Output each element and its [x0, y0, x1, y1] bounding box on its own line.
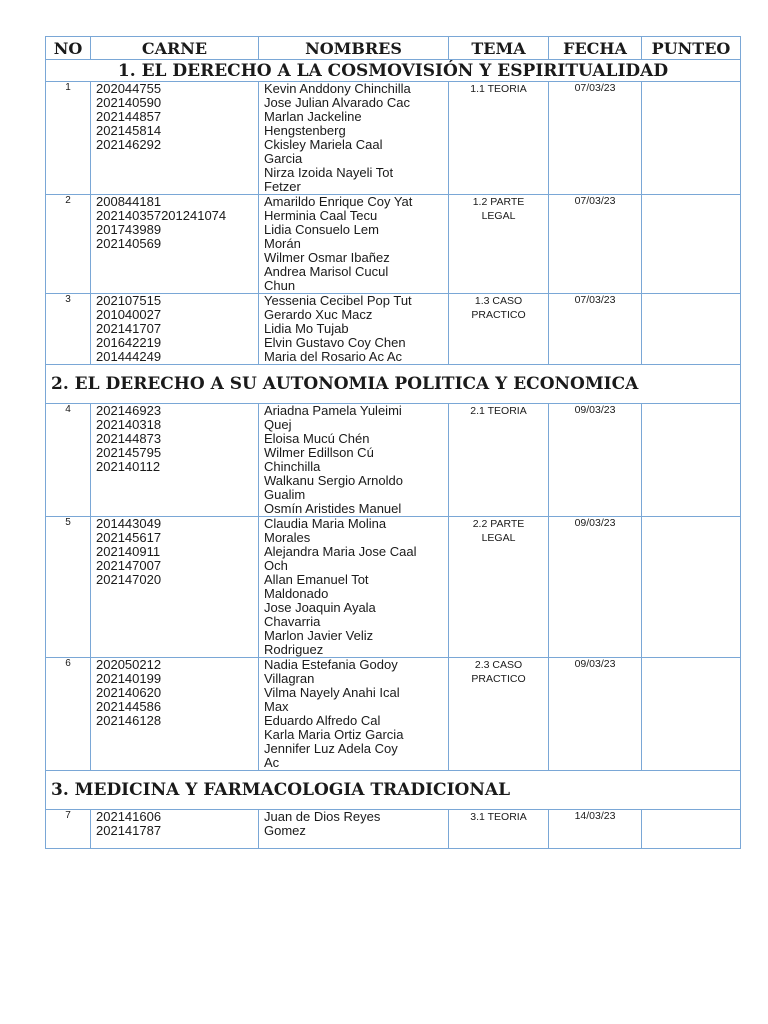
punteo-cell[interactable]: [642, 658, 741, 771]
group-row: [46, 195, 741, 294]
carne-value: 202145795: [96, 446, 162, 460]
carne-value: 202140569: [96, 237, 162, 251]
student-name-line: Jose Joaquin Ayala: [264, 601, 376, 615]
group-number: 6: [46, 658, 91, 771]
tema-cell: [449, 404, 549, 517]
fecha-value: 07/03/23: [549, 195, 642, 294]
student-name-line: Gomez: [264, 824, 306, 838]
fecha-value: 07/03/23: [549, 82, 642, 195]
punteo-cell[interactable]: [642, 294, 741, 365]
carne-list: [91, 404, 259, 517]
carne-list: [91, 810, 259, 849]
student-name-line: Gualim: [264, 488, 306, 502]
tema-cell: [449, 517, 549, 658]
tema-value: 2.2 PARTE LEGAL: [472, 518, 525, 544]
tema-cell: [449, 810, 549, 849]
student-name-line: Morán: [264, 237, 301, 251]
student-name-line: Karla Maria Ortiz Garcia: [264, 728, 404, 742]
student-name-line: Lidia Consuelo Lem: [264, 223, 379, 237]
punteo-cell[interactable]: [642, 517, 741, 658]
carne-list: [91, 195, 259, 294]
punteo-cell[interactable]: [642, 404, 741, 517]
student-name-line: Eloisa Mucú Chén: [264, 432, 370, 446]
carne-value: 200844181: [96, 195, 162, 209]
student-name-line: Eduardo Alfredo Cal: [264, 714, 381, 728]
header-row: [46, 37, 741, 60]
fecha-value: 07/03/23: [549, 294, 642, 365]
student-name-line: Jose Julian Alvarado Cac: [264, 96, 410, 110]
carne-value: 202147020: [96, 573, 162, 587]
names-list: [259, 517, 449, 658]
header-tema: TEMA: [449, 37, 549, 60]
student-name-line: Alejandra Maria Jose Caal: [264, 545, 417, 559]
student-name-line: Nirza Izoida Nayeli Tot: [264, 166, 394, 180]
fecha-value: 09/03/23: [549, 517, 642, 658]
names-list: [259, 810, 449, 849]
group-number: 1: [46, 82, 91, 195]
student-name-line: Amarildo Enrique Coy Yat: [264, 195, 413, 209]
carne-value: 202145617: [96, 531, 162, 545]
carne-value: 202107515: [96, 294, 162, 308]
student-name-line: Osmín Aristides Manuel: [264, 502, 402, 516]
carne-value: 201444249: [96, 350, 162, 364]
tema-cell: [449, 195, 549, 294]
carne-value: 202145814: [96, 124, 162, 138]
tema-value: 2.3 CASO PRACTICO: [471, 659, 526, 685]
student-name-line: Rodriguez: [264, 643, 324, 657]
student-name-line: Marlan Jackeline: [264, 110, 362, 124]
student-name-line: Fetzer: [264, 180, 301, 194]
carne-list: [91, 658, 259, 771]
student-name-line: Gerardo Xuc Macz: [264, 308, 373, 322]
student-name-line: Chavarria: [264, 615, 321, 629]
punteo-cell[interactable]: [642, 82, 741, 195]
group-row: [46, 404, 741, 517]
header-carne: CARNE: [91, 37, 259, 60]
student-name-line: Juan de Dios Reyes: [264, 810, 381, 824]
tema-cell: [449, 82, 549, 195]
carne-value: 202144586: [96, 700, 162, 714]
student-name-line: Max: [264, 700, 289, 714]
carne-value: 202146292: [96, 138, 162, 152]
student-name-line: Yessenia Cecibel Pop Tut: [264, 294, 412, 308]
group-row: [46, 658, 741, 771]
punteo-cell[interactable]: [642, 195, 741, 294]
carne-value: 201443049: [96, 517, 162, 531]
student-name-line: Quej: [264, 418, 292, 432]
student-name-line: Chinchilla: [264, 460, 321, 474]
carne-value: 202140112: [96, 460, 161, 474]
student-name-line: Ckisley Mariela Caal: [264, 138, 383, 152]
schedule-table: [45, 36, 741, 849]
carne-list: [91, 82, 259, 195]
group-number: 3: [46, 294, 91, 365]
section-row: [46, 60, 741, 82]
student-name-line: Claudia Maria Molina: [264, 517, 387, 531]
group-number: 2: [46, 195, 91, 294]
carne-list: [91, 294, 259, 365]
carne-value: 202050212: [96, 658, 162, 672]
carne-value: 202140620: [96, 686, 162, 700]
fecha-value: 09/03/23: [549, 404, 642, 517]
carne-value: 202146128: [96, 714, 162, 728]
carne-value: 202044755: [96, 82, 162, 96]
punteo-cell[interactable]: [642, 810, 741, 849]
carne-value: 202141707: [96, 322, 162, 336]
fecha-value: 09/03/23: [549, 658, 642, 771]
names-list: [259, 404, 449, 517]
tema-value: 1.3 CASO PRACTICO: [471, 295, 526, 321]
carne-value: 201642219: [96, 336, 162, 350]
section-title: 1. EL DERECHO A LA COSMOVISIÓN Y ESPIRITUALIDAD: [46, 60, 741, 82]
carne-value: 20214035720​1241074: [96, 209, 227, 223]
carne-value: 202141787: [96, 824, 162, 838]
student-name-line: Elvin Gustavo Coy Chen: [264, 336, 406, 350]
student-name-line: Herminia Caal Tecu: [264, 209, 378, 223]
group-row: [46, 294, 741, 365]
header-fecha: FECHA: [549, 37, 642, 60]
student-name-line: Maria del Rosario Ac Ac: [264, 350, 403, 364]
carne-value: 202147007: [96, 559, 162, 573]
student-name-line: Wilmer Osmar Ibañez: [264, 251, 390, 265]
student-name-line: Chun: [264, 279, 296, 293]
tema-value: 3.1 TEORIA: [470, 811, 527, 823]
fecha-value: 14/03/23: [549, 810, 642, 849]
student-name-line: Andrea Marisol Cucul: [264, 265, 389, 279]
group-number: 4: [46, 404, 91, 517]
student-name-line: Kevin Anddony Chinchilla: [264, 82, 411, 96]
student-name-line: Ariadna Pamela Yuleimi: [264, 404, 402, 418]
student-name-line: Allan Emanuel Tot: [264, 573, 369, 587]
carne-value: 201743989: [96, 223, 162, 237]
carne-value: 202141606: [96, 810, 162, 824]
student-name-line: Villagran: [264, 672, 315, 686]
tema-cell: [449, 294, 549, 365]
student-name-line: Ac: [264, 756, 280, 770]
carne-value: 202140318: [96, 418, 162, 432]
student-name-line: Marlon Javier Veliz: [264, 629, 374, 643]
student-name-line: Garcia: [264, 152, 303, 166]
header-punteo: PUNTEO: [642, 37, 741, 60]
section-row: [46, 771, 741, 810]
names-list: [259, 658, 449, 771]
student-name-line: Wilmer Edillson Cú: [264, 446, 374, 460]
names-list: [259, 82, 449, 195]
carne-value: 202144873: [96, 432, 162, 446]
group-row: [46, 82, 741, 195]
tema-value: 1.1 TEORIA: [470, 83, 527, 95]
carne-value: 202140590: [96, 96, 162, 110]
group-row: [46, 517, 741, 658]
names-list: [259, 195, 449, 294]
carne-value: 202140911: [96, 545, 161, 559]
student-name-line: Nadia Estefania Godoy: [264, 658, 398, 672]
student-name-line: Morales: [264, 531, 311, 545]
carne-value: 202146923: [96, 404, 162, 418]
student-name-line: Hengstenberg: [264, 124, 346, 138]
student-name-line: Lidia Mo Tujab: [264, 322, 349, 336]
tema-value: 1.2 PARTE LEGAL: [472, 196, 525, 222]
names-list: [259, 294, 449, 365]
section-title: 2. EL DERECHO A SU AUTONOMIA POLITICA Y ECONOMICA: [46, 365, 741, 404]
carne-list: [91, 517, 259, 658]
group-number: 5: [46, 517, 91, 658]
section-title: 3. MEDICINA Y FARMACOLOGIA TRADICIONAL: [46, 771, 741, 810]
student-name-line: Vilma Nayely Anahi Ical: [264, 686, 400, 700]
tema-value: 2.1 TEORIA: [470, 405, 527, 417]
header-no: NO: [46, 37, 91, 60]
student-name-line: Jennifer Luz Adela Coy: [264, 742, 398, 756]
carne-value: 202140199: [96, 672, 162, 686]
student-name-line: Walkanu Sergio Arnoldo: [264, 474, 403, 488]
student-name-line: Och: [264, 559, 288, 573]
header-nombres: NOMBRES: [259, 37, 449, 60]
group-number: 7: [46, 810, 91, 849]
group-row: [46, 810, 741, 849]
student-name-line: Maldonado: [264, 587, 329, 601]
section-row: [46, 365, 741, 404]
tema-cell: [449, 658, 549, 771]
carne-value: 201040027: [96, 308, 162, 322]
carne-value: 202144857: [96, 110, 162, 124]
